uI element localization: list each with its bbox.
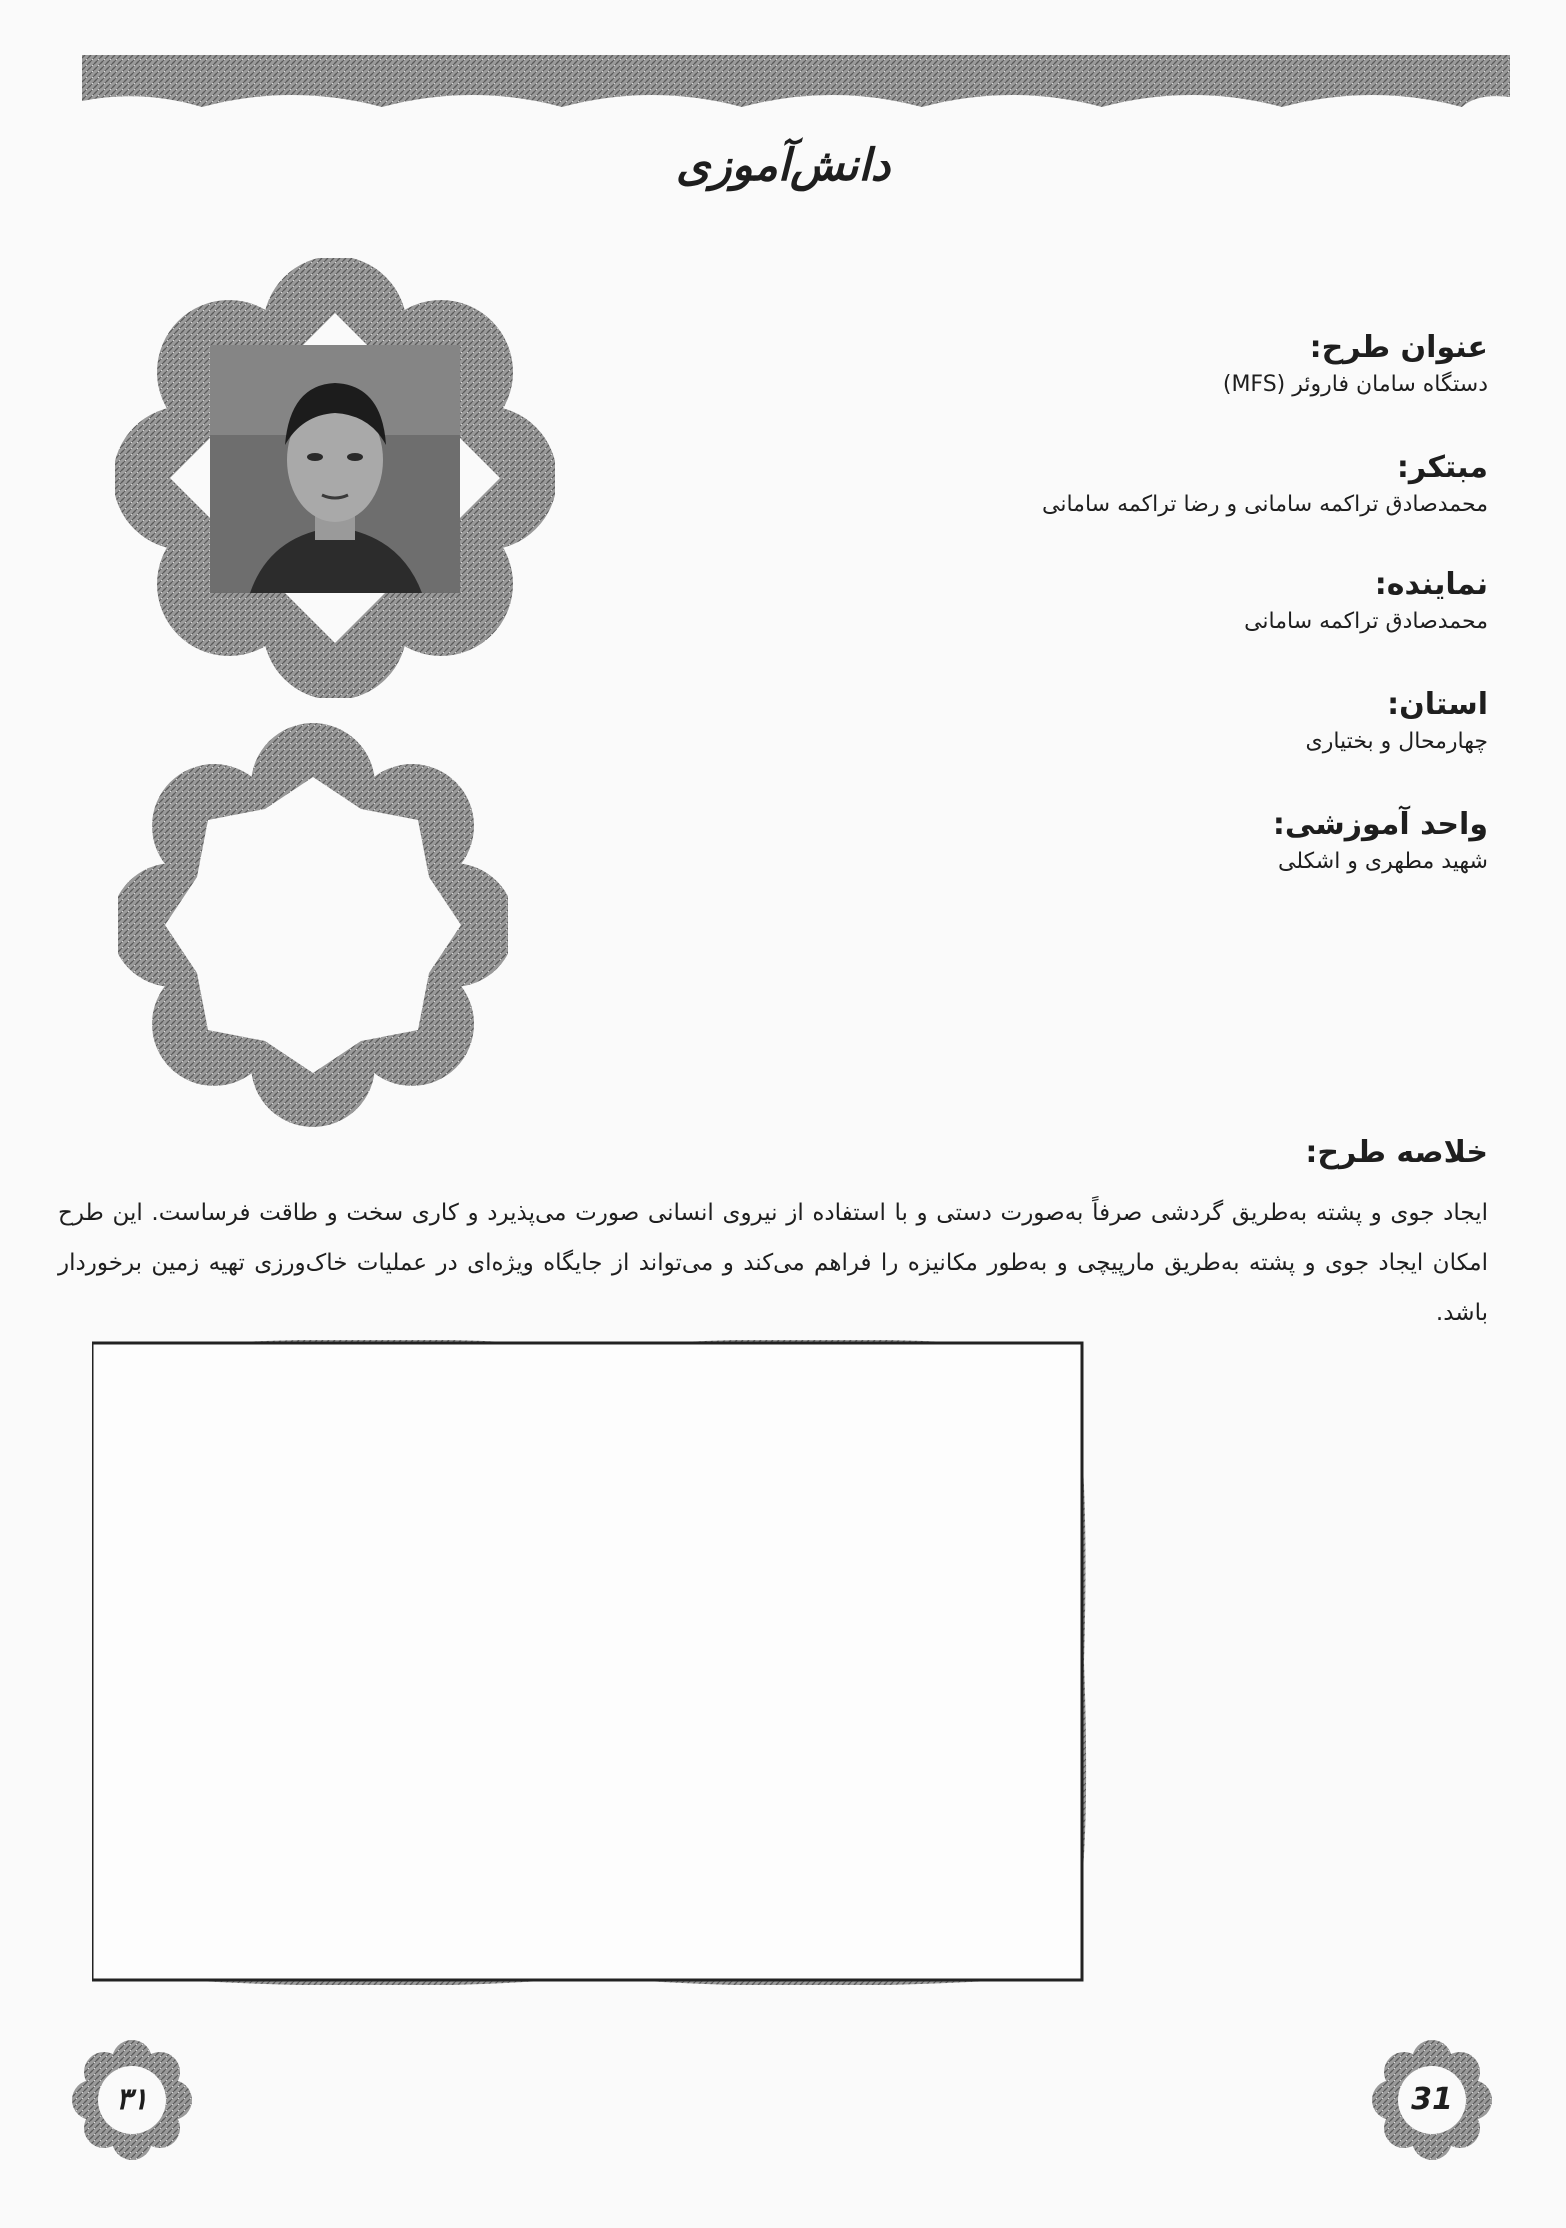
field-representative-label: نماینده:	[1374, 567, 1488, 602]
field-inventor-value: محمدصادق تراکمه سامانی و رضا تراکمه سامانی	[1042, 492, 1488, 517]
summary-title: خلاصه طرح:	[1305, 1135, 1488, 1170]
summary-text: ایجاد جوی و پشته به‌طریق گردشی صرفاً به‌صورت دستی و با استفاده از نیروی انسانی صورت می‌پذیرد و کاری سخت و طاقت فرساست. این طرح امکان ایجاد جوی و پشته به‌طریق مارپیچی و به‌طور مکانیزه را فراهم می‌کند و می‌تواند از جایگاه ویژه‌ای در عملیات خاک‌ورزی تهیه زمین برخوردار باشد.	[58, 1200, 1488, 1326]
empty-photo-frame	[118, 715, 508, 1135]
field-title-value: دستگاه سامان فاروئر (MFS)	[1222, 372, 1488, 397]
field-province-value: چهارمحال و بختیاری	[1305, 729, 1488, 754]
field-province	[1306, 685, 1489, 759]
field-inventor-label: مبتکر:	[1396, 450, 1488, 485]
field-representative	[1244, 565, 1488, 639]
page-number-left-label: ۳۱	[115, 2082, 149, 2117]
field-school-value: شهید مطهری و اشکلی	[1277, 849, 1488, 874]
field-title-label: عنوان طرح:	[1309, 330, 1488, 365]
page-title: دانش‌آموزی	[675, 140, 891, 191]
page-number-right-label: 31	[1411, 2082, 1453, 2117]
field-school	[1273, 805, 1488, 879]
field-representative-value: محمدصادق تراکمه سامانی	[1244, 609, 1488, 634]
field-school-label: واحد آموزشی:	[1272, 807, 1488, 842]
portrait-photo	[210, 345, 460, 593]
field-title	[1223, 328, 1488, 402]
page-number-left	[72, 2040, 192, 2160]
field-inventor	[1042, 448, 1488, 522]
page-number-right	[1372, 2040, 1492, 2160]
field-province-label: استان:	[1387, 687, 1488, 722]
image-frame	[92, 1340, 1097, 1985]
